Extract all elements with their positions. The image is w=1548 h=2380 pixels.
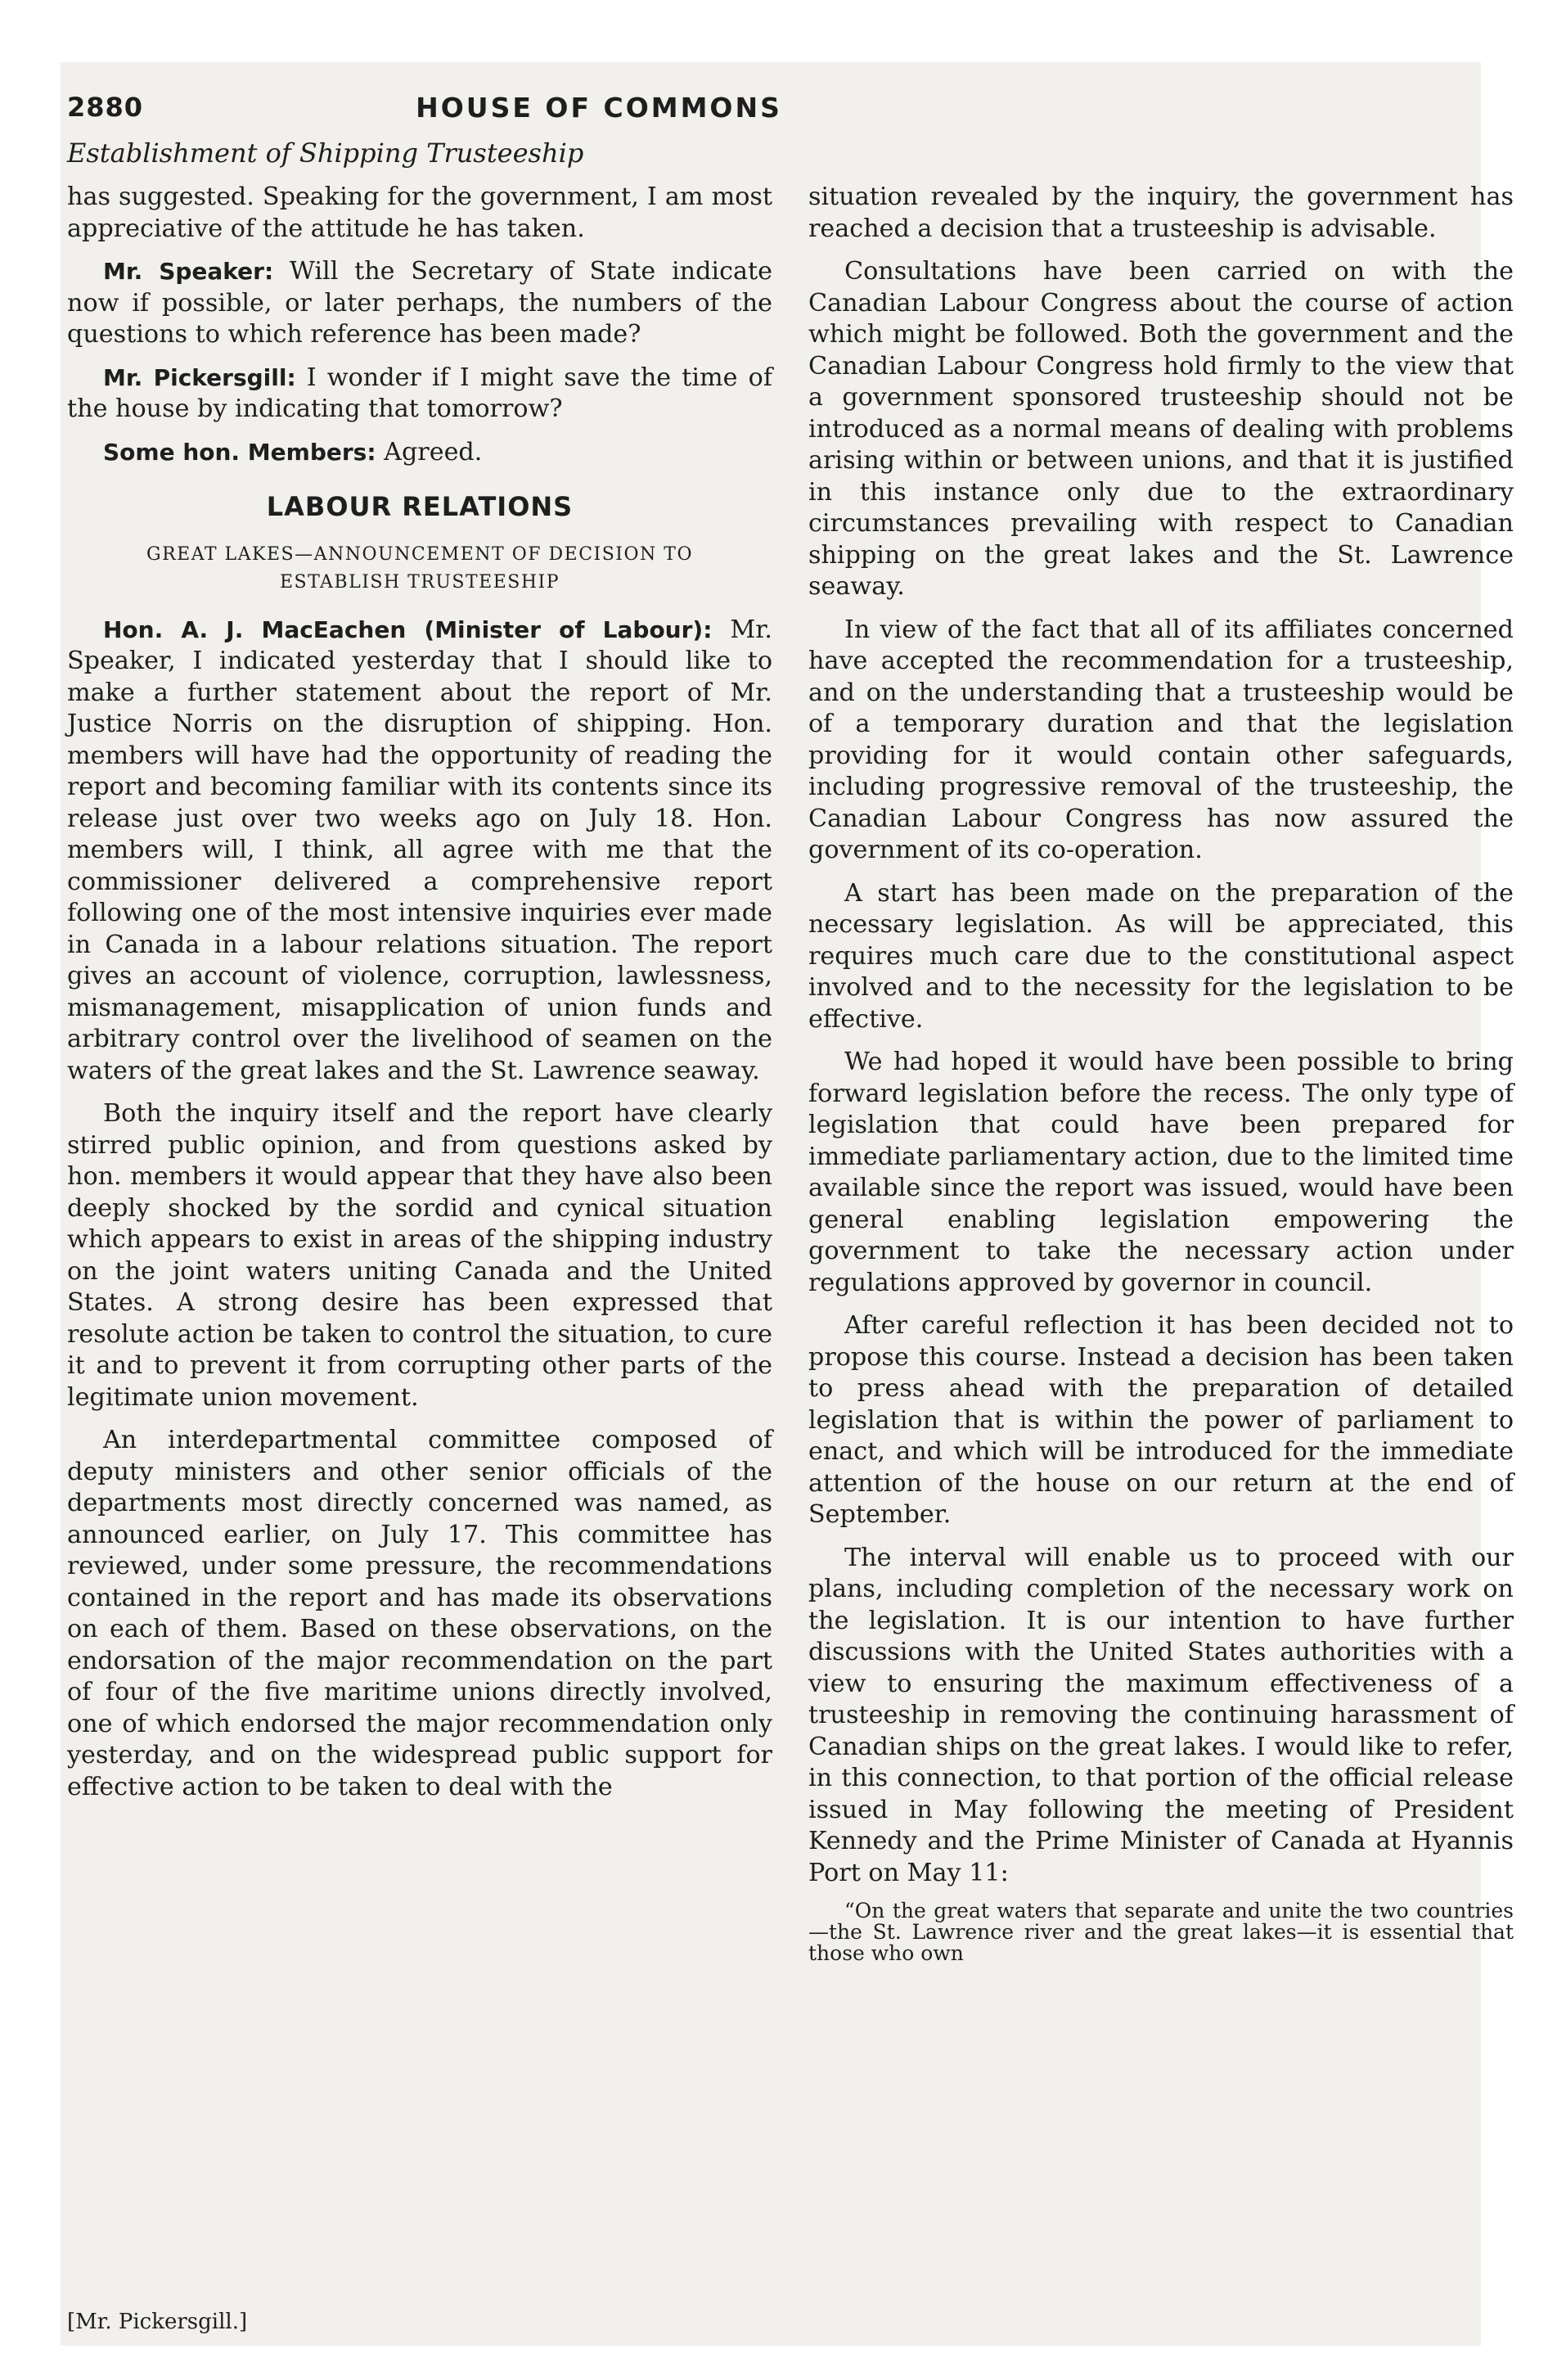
paragraph: situation revealed by the inquiry, the government has reached a decision that a trusteeship is advisable. [808, 183, 1514, 243]
speaker-name: Some hon. Members: [103, 438, 376, 466]
page-number: 2880 [67, 92, 144, 123]
paragraph: After careful reflection it has been decided not to propose this course. Instead a decision has been taken to press ahead with the preparation of detailed legislation that is within the power of parliament to enact, and which will be introduced for the immediate attention of the house on our return at the end of September. [808, 1311, 1514, 1529]
paragraph: Both the inquiry itself and the report have clearly stirred public opinion, and from questions asked by hon. members it would appear that they have also been deeply shocked by the sordid and cynical situation which appears to exist in areas of the shipping industry on the joint waters uniting Canada and the United States. A strong desire has been expressed that resolute action be taken to control the situation, to cure it and to prevent it from corrupting other parts of the legitimate union movement. [67, 1099, 772, 1412]
page-header [67, 92, 959, 128]
paragraph [67, 437, 772, 469]
speaker-name: Hon. A. J. MacEachen (Minister of Labour): [103, 615, 713, 643]
paragraph: An interdepartmental committee composed of deputy ministers and other senior officials of the departments most directly concerned was named, as announced earlier, on July 17. This committee has reviewed, under some pressure, the recommendations contained in the report and has made its observations on each of them. Based on these observations, on the endorsation of the major recommendation on the part of four of the five maritime unions directly involved, one of which endorsed the major recommendation only yesterday, and on the widespread public support for effective action to be taken to deal with the [67, 1426, 772, 1801]
quotation: “On the great waters that separate and unite the two countries—the St. Lawrence river and the great lakes—it is essential that those who own [808, 1899, 1514, 1965]
running-title: HOUSE OF COMMONS [416, 92, 782, 124]
section-subtitle [67, 541, 772, 597]
paragraph: We had hoped it would have been possible to bring forward legislation before the recess. The only type of legislation that could have been prepared for immediate parliamentary action, due to the limited time available since the report was issued, would have been general enabling legislation empowering the government to take the necessary action under regulations approved by governor in council. [808, 1048, 1514, 1297]
paragraph: Consultations have been carried on with the Canadian Labour Congress about the course of action which might be followed. Both the government and the Canadian Labour Congress hold firmly to the view that a government sponsored trusteeship should not be introduced as a normal means of dealing with problems arising within or between unions, and that it is justified in this instance only due to the extraordinary circumstances prevailing with respect to Canadian shipping on the great lakes and the St. Lawrence seaway. [808, 257, 1514, 601]
section-subtitle-line: GREAT LAKES—ANNOUNCEMENT OF DECISION TO [146, 543, 693, 565]
subject-heading: Establishment of Shipping Trusteeship [67, 137, 584, 169]
paragraph: The interval will enable us to proceed with our plans, including completion of the necessary work on the legislation. It is our intention to have further discussions with the United States authorities with a view to ensuring the maximum effectiveness of a trusteeship in removing the continuing harassment of Canadian ships on the great lakes. I would like to refer, in this connection, to that portion of the official release issued in May following the meeting of President Kennedy and the Prime Minister of Canada at Hyannis Port on May 11: [808, 1543, 1514, 1887]
paragraph [67, 363, 772, 426]
section-subtitle-line: ESTABLISH TRUSTEESHIP [279, 571, 560, 593]
speech-text: I wonder if I might save the time of the house by indicating that tomorrow? [67, 363, 772, 423]
speaker-name: Mr. Speaker: [103, 258, 274, 285]
right-column [808, 182, 1514, 1976]
section-title: LABOUR RELATIONS [266, 491, 574, 522]
speaker-reference: [Mr. Pickersgill.] [67, 2310, 248, 2334]
speech-text: Will the Secretary of State indicate now if possible, or later perhaps, the numbers of the questions to which reference has been made? [67, 257, 772, 349]
speaker-name: Mr. Pickersgill: [103, 363, 296, 391]
paragraph: has suggested. Speaking for the government, I am most appreciative of the attitude he has taken. [67, 183, 772, 243]
speech-text: Mr. Speaker, I indicated yesterday that I should like to make a further statement about the report of Mr. Justice Norris on the disruption of shipping. Hon. members will have had the opportunity of reading the report and becoming familiar with its contents since its release just over two weeks ago on July 18. Hon. members will, I think, all agree with me that the commissioner delivered a comprehensive report following one of the most intensive inquiries ever made in Canada in a labour relations situation. The report gives an account of violence, corruption, lawlessness, mismanagement, misapplication of union funds and arbitrary control over the livelihood of seamen on the waters of the great lakes and the St. Lawrence seaway. [67, 615, 772, 1085]
speech-text: Agreed. [376, 437, 483, 467]
paragraph [67, 615, 772, 1088]
paragraph: A start has been made on the preparation of the necessary legislation. As will be appreciated, this requires much care due to the constitutional aspect involved and to the necessity for the legislation to be effective. [808, 878, 1514, 1034]
paragraph: In view of the fact that all of its affiliates concerned have accepted the recommendation for a trusteeship, and on the understanding that a trusteeship would be of a temporary duration and that the legislation providing for it would contain other safeguards, including progressive removal of the trusteeship, the Canadian Labour Congress has now assured the government of its co-operation. [808, 615, 1514, 864]
left-column [67, 182, 772, 1814]
paragraph [67, 256, 772, 351]
